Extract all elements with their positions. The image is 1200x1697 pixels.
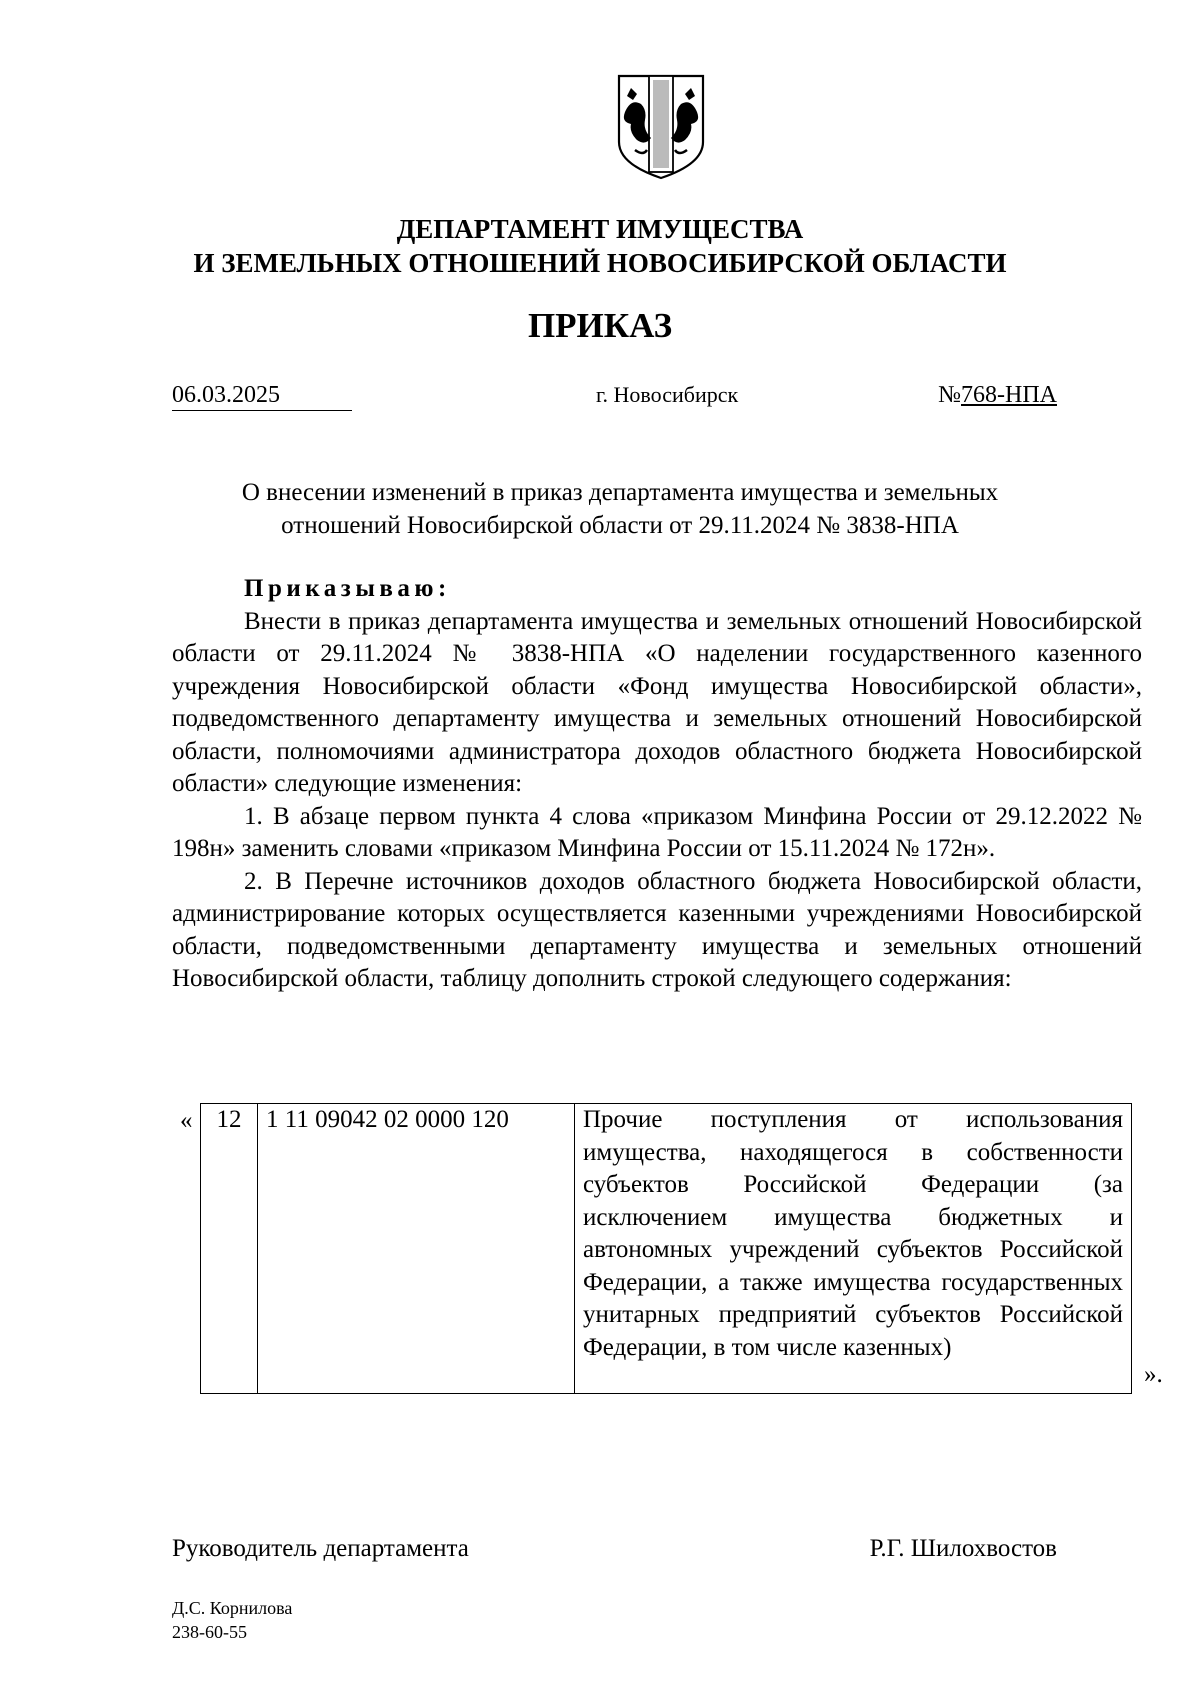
executor-phone: 238-60-55	[172, 1622, 247, 1642]
department-title	[140, 212, 1060, 280]
signatory-role: Руководитель департамента	[172, 1535, 469, 1562]
order-subject	[160, 476, 1080, 542]
amendment-item-2: 2. В Перечне источников доходов областного бюджета Новосибирской области, администрирование которых осуществляется казенными учреждениями Новосибирской области, подведомственными департаменту имущества и земельных отношений Новосибирской области, таблицу дополнить строкой следующего содержания:	[172, 867, 1142, 992]
table-cell-description: Прочие поступления от использования имущества, находящегося в собственности субъектов Российской Федерации (за исключением имущества бюджетных и автономных учреждений субъектов Российской Федерации, а также имущества государственных унитарных предприятий субъектов Российской Федерации, в том числе казенных)	[575, 1104, 1132, 1394]
executor-info	[172, 1596, 292, 1644]
department-title-line2: И ЗЕМЕЛЬНЫХ ОТНОШЕНИЙ НОВОСИБИРСКОЙ ОБЛАСТИ	[193, 248, 1007, 278]
order-subject-line2: отношений Новосибирской области от 29.11.2024 № 3838-НПА	[281, 512, 959, 539]
intro-paragraph: Внести в приказ департамента имущества и земельных отношений Новосибирской области от 29.11.2024 № 3838-НПА «О наделении государственного казенного учреждения Новосибирской области «Фонд имущества Новосибирской области», подведомственного департаменту имущества и земельных отношений Новосибирской области, полномочиями администратора доходов областного бюджета Новосибирской области» следующие изменения:	[172, 607, 1142, 797]
order-date-value: 06.03.2025	[172, 380, 352, 411]
executor-name: Д.С. Корнилова	[172, 1598, 293, 1618]
document-type-title: ПРИКАЗ	[527, 306, 673, 345]
order-number	[938, 380, 1057, 410]
table-row	[201, 1104, 1132, 1394]
table-cell-number: 12	[201, 1104, 258, 1394]
quote-close: ».	[1144, 1361, 1163, 1388]
amendment-table	[200, 1103, 1132, 1394]
table-cell-code: 1 11 09042 02 0000 120	[258, 1104, 575, 1394]
order-subject-line1: О внесении изменений в приказ департамента имущества и земельных	[241, 479, 999, 506]
department-title-line1: ДЕПАРТАМЕНТ ИМУЩЕСТВА	[396, 214, 804, 244]
amendment-item-1: 1. В абзаце первом пункта 4 слова «приказом Минфина России от 29.12.2022 № 198н» заменить словами «приказом Минфина России от 15.11.2024 № 172н».	[172, 802, 1142, 862]
order-body	[172, 573, 1142, 996]
coat-of-arms-icon	[615, 72, 707, 182]
order-date	[172, 380, 352, 411]
signatory-name: Р.Г. Шилохвостов	[869, 1535, 1057, 1562]
order-number-value: 768-НПА	[961, 382, 1057, 408]
quote-open: «	[180, 1107, 193, 1134]
order-city: г. Новосибирск	[596, 382, 739, 407]
order-number-prefix: №	[938, 382, 961, 408]
amendment-table-block	[172, 1103, 1172, 1393]
decree-word: Приказываю:	[244, 575, 451, 602]
